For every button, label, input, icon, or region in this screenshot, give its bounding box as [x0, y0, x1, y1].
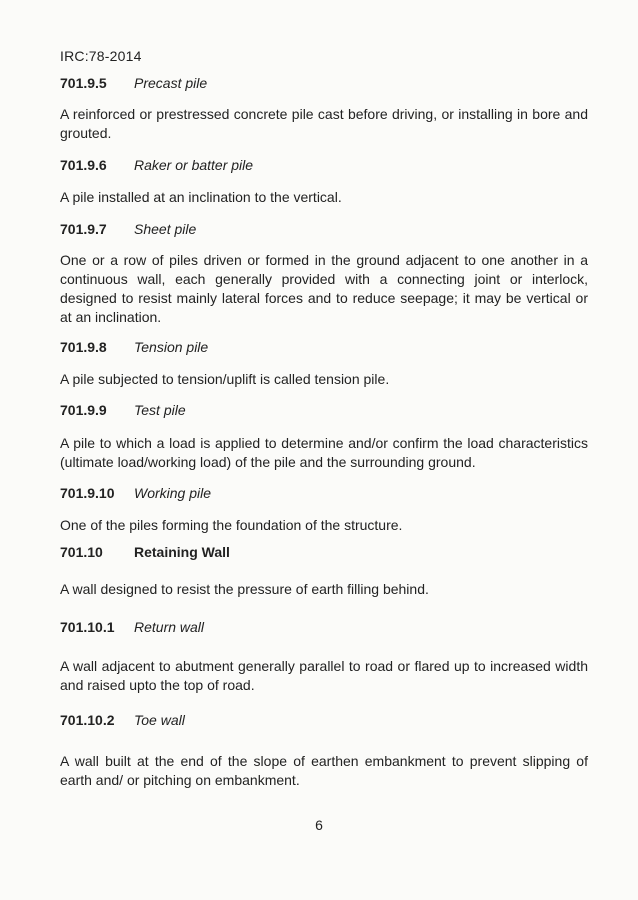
- document-code-header: IRC:78-2014: [60, 48, 142, 64]
- section-number: 701.9.5: [60, 75, 107, 91]
- section-title: Working pile: [134, 485, 212, 501]
- section-text-701-10-2: A wall built at the end of the slope of earthen embankment to prevent slipping of earth and/ or pitching on embankment.: [60, 753, 588, 788]
- section-text-701-9-9: A pile to which a load is applied to determine and/or confirm the load characteristics (ultimate load/working load) of the pile and the surrounding ground.: [60, 435, 588, 470]
- section-text-701-9-8: A pile subjected to tension/uplift is called tension pile.: [60, 371, 390, 387]
- section-number: 701.10.1: [60, 619, 115, 635]
- section-number: 701.9.10: [60, 485, 115, 501]
- section-heading-701-9-8: [60, 338, 588, 356]
- section-text-701-10-1: A wall adjacent to abutment generally parallel to road or flared up to increased width and raised upto the top of road.: [60, 658, 588, 693]
- section-title: Sheet pile: [134, 221, 197, 237]
- section-text-701-9-6: A pile installed at an inclination to the vertical.: [60, 189, 342, 205]
- section-heading-701-9-7: [60, 220, 588, 238]
- section-text-701-9-7: One or a row of piles driven or formed in the ground adjacent to one another in a continuous wall, each generally provided with a connecting joint or interlock, designed to resist mainly lateral forces and to reduce seepage; it may be vertical or at an inclination.: [60, 252, 588, 325]
- section-title: Test pile: [134, 402, 186, 418]
- page-number: 6: [315, 817, 323, 833]
- section-text-701-9-10: One of the piles forming the foundation of the structure.: [60, 517, 403, 533]
- section-heading-701-9-6: [60, 156, 588, 174]
- section-number: 701.9.7: [60, 221, 107, 237]
- section-title: Precast pile: [134, 75, 208, 91]
- section-number: 701.9.8: [60, 339, 107, 355]
- section-number: 701.10: [60, 544, 103, 560]
- section-title: Tension pile: [134, 339, 209, 355]
- section-heading-701-10-2: [60, 711, 588, 729]
- section-text-701-10: A wall designed to resist the pressure of earth filling behind.: [60, 581, 429, 597]
- section-title: Retaining Wall: [134, 544, 230, 560]
- section-heading-701-10-1: [60, 618, 588, 636]
- section-heading-701-9-10: [60, 484, 588, 502]
- section-number: 701.9.9: [60, 402, 107, 418]
- section-title: Toe wall: [134, 712, 185, 728]
- section-heading-701-10: [60, 543, 588, 561]
- section-heading-701-9-5: [60, 74, 588, 92]
- section-text-701-9-5: A reinforced or prestressed concrete pile cast before driving, or installing in bore and grouted.: [60, 106, 588, 141]
- section-heading-701-9-9: [60, 401, 588, 419]
- section-number: 701.10.2: [60, 712, 115, 728]
- section-number: 701.9.6: [60, 157, 107, 173]
- section-title: Raker or batter pile: [134, 157, 254, 173]
- section-title: Return wall: [134, 619, 205, 635]
